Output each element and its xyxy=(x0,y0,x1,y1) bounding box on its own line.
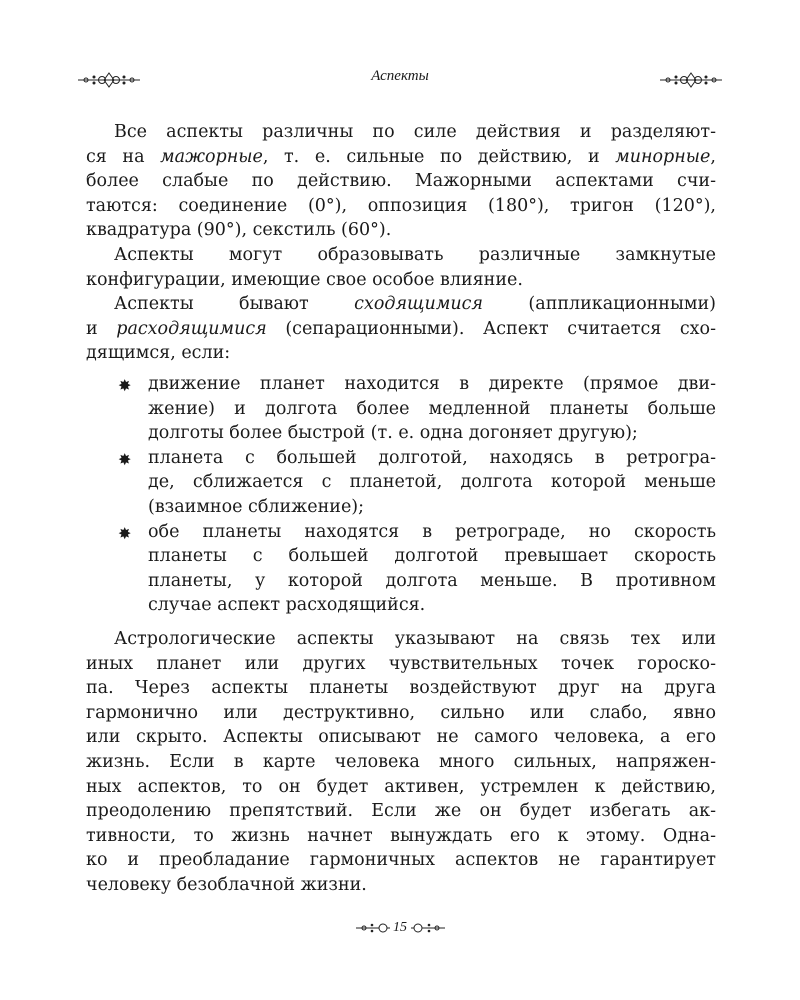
text-span: ко и преобладание гармоничных аспектов не гарантирует xyxy=(86,850,716,871)
footer-ornament-left-icon xyxy=(356,921,390,935)
text-line: планеты с большей долготой превышает скорость xyxy=(148,546,716,567)
text-span: Аспекты бывают xyxy=(114,294,355,315)
paragraph-astrological-aspects xyxy=(86,627,716,898)
text-line xyxy=(86,169,716,194)
text-span: ся на xyxy=(86,146,161,167)
text-span: конфигурации, имеющие свое особое влияние. xyxy=(86,269,523,290)
text-line: обе планеты находятся в ретрограде, но скорость xyxy=(148,521,716,542)
text-line xyxy=(86,120,716,145)
text-line xyxy=(86,873,716,898)
italic-term: сходящимися xyxy=(354,294,483,315)
text-line xyxy=(86,268,716,293)
text-span: , т. е. сильные по действию, и xyxy=(262,146,616,167)
italic-term: мажорные xyxy=(160,146,263,167)
text-span: иных планет или других чувствительных точек гороско- xyxy=(86,653,716,674)
text-span: па. Через аспекты планеты воздействуют друг на друга xyxy=(86,678,716,699)
text-line xyxy=(86,725,716,750)
text-span: Астрологические аспекты указывают на связь тех или xyxy=(114,629,716,649)
text-span: , xyxy=(710,146,716,167)
text-span: Аспекты могут образовывать различные замкнутые xyxy=(114,244,716,265)
text-line xyxy=(86,824,716,849)
bullet-list xyxy=(118,372,716,618)
text-span: таются: соединение (0°), оппозиция (180°), тригон (120°), xyxy=(86,195,716,216)
asterisk-bullet-icon: ✸ xyxy=(118,523,132,543)
text-line xyxy=(86,775,716,800)
text-span: Все аспекты различны по силе действия и разделяют- xyxy=(114,122,716,142)
text-line xyxy=(86,750,716,775)
text-line xyxy=(86,292,716,317)
paragraphs-intro xyxy=(86,120,716,366)
bullet-item xyxy=(118,520,716,618)
text-span: (сепарационными). Аспект считается схо- xyxy=(266,318,716,339)
text-span: жизнь. Если в карте человека много сильных, напряжен- xyxy=(86,751,716,772)
text-line xyxy=(86,145,716,170)
page-number: 15 xyxy=(393,920,407,935)
text-span: и xyxy=(86,318,117,339)
text-span: человеку безоблачной жизни. xyxy=(86,874,367,895)
text-line xyxy=(86,627,716,652)
text-line xyxy=(86,848,716,873)
text-line xyxy=(86,218,716,243)
italic-term: минорные xyxy=(615,146,711,167)
text-span: гармонично или деструктивно, сильно или слабо, явно xyxy=(86,702,716,723)
text-span: тивности, то жизнь начнет вынуждать его к этому. Одна- xyxy=(86,825,716,846)
text-line xyxy=(86,799,716,824)
text-line: планета с большей долготой, находясь в ретрогра- xyxy=(148,447,716,468)
running-title: Аспекты xyxy=(371,68,429,84)
text-line xyxy=(86,701,716,726)
footer-ornament-right-icon xyxy=(411,921,445,935)
text-line xyxy=(86,194,716,219)
text-line: жение) и долгота более медленной планеты больше xyxy=(148,398,716,419)
text-span: или скрыто. Аспекты описывают не самого человека, а его xyxy=(86,727,716,748)
italic-term: расходящимися xyxy=(116,318,267,339)
text-line xyxy=(86,676,716,701)
text-line xyxy=(86,243,716,268)
text-line xyxy=(86,652,716,677)
ornament-right-icon xyxy=(660,70,722,90)
text-span: (аппликационными) xyxy=(483,294,716,315)
text-line: планеты, у которой долгота меньше. В противном xyxy=(148,570,716,591)
text-line xyxy=(86,341,716,366)
text-line: движение планет находится в директе (прямое дви- xyxy=(148,374,716,394)
text-line: (взаимное сближение); xyxy=(148,496,365,517)
text-span: дящимся, если: xyxy=(86,343,231,364)
page-footer xyxy=(0,920,800,936)
bullet-item xyxy=(118,446,716,520)
text-line: долготы более быстрой (т. е. одна догоняет другую); xyxy=(148,423,638,444)
text-span: ных аспектов, то он будет активен, устремлен к действию, xyxy=(86,776,716,797)
asterisk-bullet-icon: ✸ xyxy=(118,449,132,469)
text-line: де, сближается с планетой, долгота которой меньше xyxy=(148,472,716,493)
asterisk-bullet-icon: ✸ xyxy=(118,376,132,395)
text-span: квадратура (90°), секстиль (60°). xyxy=(86,220,392,241)
text-line xyxy=(86,317,716,342)
text-line: случае аспект расходящийся. xyxy=(148,595,426,616)
text-span: более слабые по действию. Мажорными аспектами счи- xyxy=(86,171,716,192)
bullet-item xyxy=(118,372,716,446)
text-span: преодолению препятствий. Если же он будет избегать ак- xyxy=(86,801,716,822)
